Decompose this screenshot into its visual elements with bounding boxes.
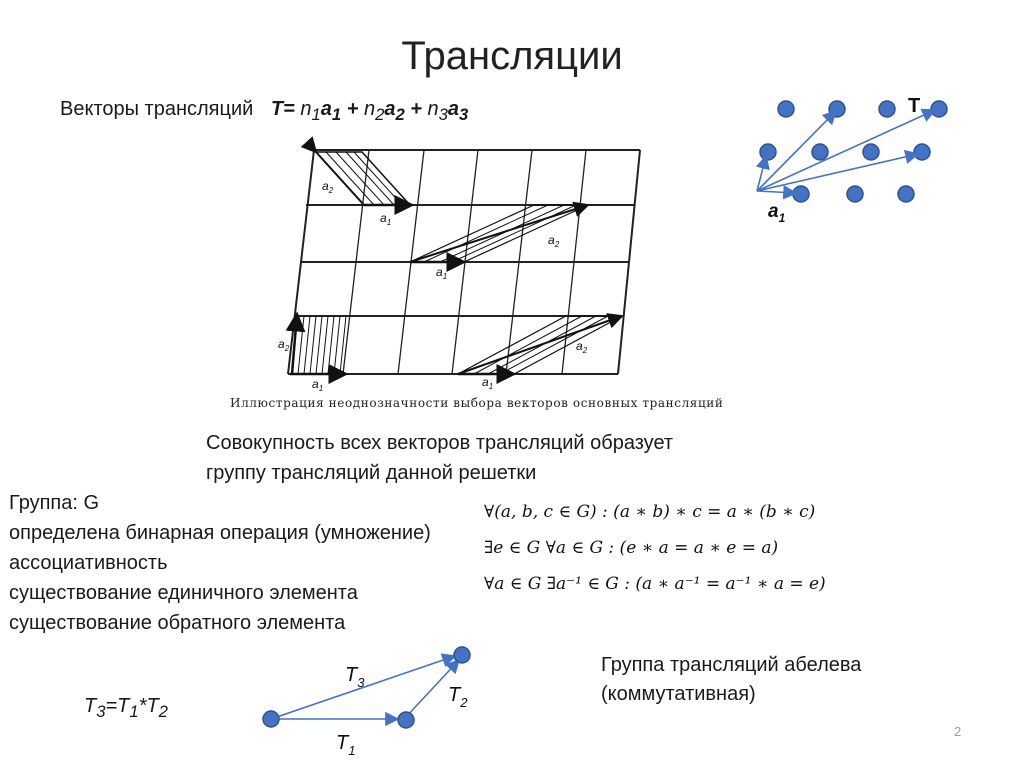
figure-caption: Иллюстрация неоднозначности выбора векторов основных трансляций bbox=[230, 396, 724, 410]
axiom-inverse: ∀a ∈ G ∃a⁻¹ ∈ G : (a ∗ a⁻¹ = a⁻¹ ∗ a = e) bbox=[484, 574, 826, 594]
tri-label-T2: $T_2$ bbox=[448, 684, 468, 710]
fig-label-a2: $a_2$ bbox=[278, 337, 290, 353]
fig-label-a2: $a_2$ bbox=[576, 339, 588, 355]
group-definition bbox=[9, 488, 431, 638]
fig-label-a1: $a_1$ bbox=[482, 375, 494, 391]
lattice-diagram bbox=[757, 95, 947, 225]
group-line: существование обратного элемента bbox=[9, 612, 346, 634]
group-line: определена бинарная операция (умножение) bbox=[9, 522, 431, 544]
fig-label-a2: $a_2$ bbox=[548, 233, 560, 249]
group-line: существование единичного элемента bbox=[9, 582, 358, 604]
lattice-a1-label: $a_1$ bbox=[768, 201, 786, 225]
axiom-identity: ∃e ∈ G ∀a ∈ G : (e ∗ a = a ∗ e = a) bbox=[484, 538, 779, 558]
sentence-line: Совокупность всех векторов трансляций образует bbox=[206, 432, 674, 454]
lattice-T-label: T bbox=[908, 95, 921, 117]
translation-formula: $T= n_1a_1 + n_2a_2 + n_3a_3$ bbox=[270, 98, 469, 124]
fig-label-a1: $a_1$ bbox=[436, 265, 448, 281]
translation-group-sentence bbox=[206, 428, 673, 488]
sentence-line: группу трансляций данной решетки bbox=[206, 462, 537, 484]
axiom-associativity: ∀(a, b, c ∈ G) : (a ∗ b) ∗ c = a ∗ (b ∗ c) bbox=[484, 502, 816, 522]
figure-labels bbox=[278, 179, 588, 393]
slide-title: Трансляции bbox=[401, 34, 623, 78]
tri-label-T3: $T_3$ bbox=[345, 664, 365, 690]
slide-number: 2 bbox=[954, 724, 962, 739]
fig-label-a1: $a_1$ bbox=[380, 211, 392, 227]
vectors-label: Векторы трансляций bbox=[60, 98, 254, 120]
group-line: Группа: G bbox=[9, 492, 100, 514]
fig-label-a2: $a_2$ bbox=[322, 179, 334, 195]
tri-label-T1: $T_1$ bbox=[336, 732, 356, 758]
abelian-line: (коммутативная) bbox=[601, 683, 756, 705]
triangle-diagram bbox=[263, 647, 470, 758]
abelian-note bbox=[601, 651, 861, 709]
abelian-line: Группа трансляций абелева bbox=[601, 654, 862, 676]
composition-formula: $T_3=T_1*T_2$ bbox=[84, 695, 168, 721]
fig-label-a1: $a_1$ bbox=[312, 377, 324, 393]
group-line: ассоциативность bbox=[9, 552, 168, 574]
